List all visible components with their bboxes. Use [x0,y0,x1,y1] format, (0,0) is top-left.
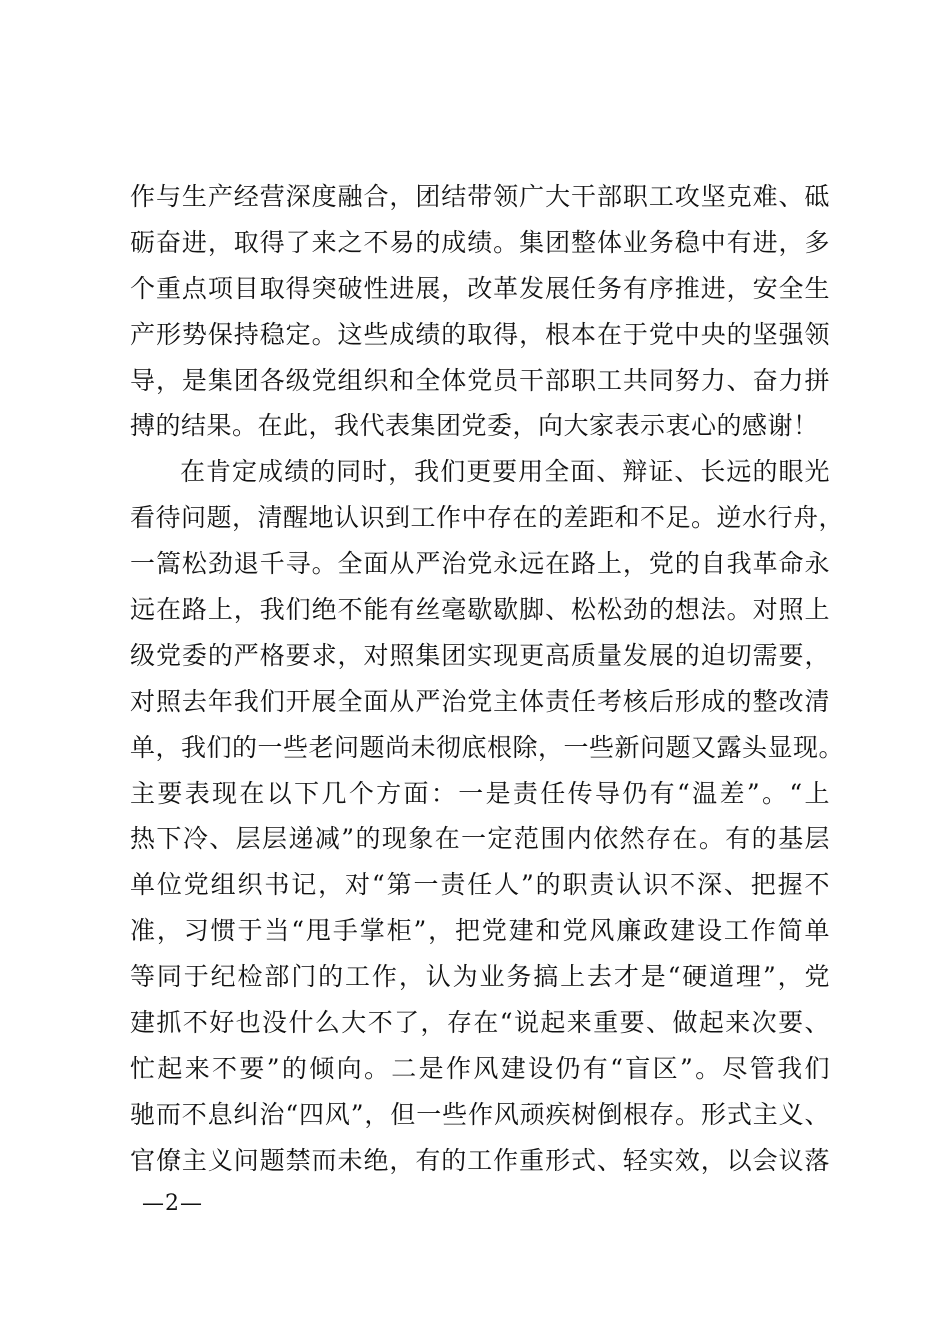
text-line: 忙起来不要”的倾向。二是作风建设仍有“盲区”。尽管我们 [130,1053,830,1083]
text-line: 官僚主义问题禁而未绝，有的工作重形式、轻实效，以会议落 [130,1145,830,1175]
text-line: 准，习惯于当“甩手掌柜”，把党建和党风廉政建设工作简单 [130,916,830,946]
text-line: 热下冷、层层递减”的现象在一定范围内依然存在。有的基层 [130,824,830,854]
text-line: 在肯定成绩的同时，我们更要用全面、辩证、长远的眼光 [180,457,830,487]
text-line: 作与生产经营深度融合，团结带领广大干部职工攻坚克难、砥 [130,182,830,211]
page-number: —2— [142,1191,203,1216]
text-line: 级党委的严格要求，对照集团实现更高质量发展的迫切需要， [130,640,830,670]
text-line: 搏的结果。在此，我代表集团党委，向大家表示衷心的感谢！ [130,411,819,441]
text-line: 建抓不好也没什么大不了，存在“说起来重要、做起来次要、 [130,1008,830,1038]
text-line: 产形势保持稳定。这些成绩的取得，根本在于党中央的坚强领 [130,319,830,349]
text-line: 单，我们的一些老问题尚未彻底根除，一些新问题又露头显现。 [130,732,845,762]
text-line: 远在路上，我们绝不能有丝毫歇歇脚、松松劲的想法。对照上 [130,595,830,625]
text-line: 一篙松劲退千寻。全面从严治党永远在路上，党的自我革命永 [130,549,830,579]
text-line: 驰而不息纠治“四风”，但一些作风顽疾树倒根存。形式主义、 [130,1099,830,1129]
text-line: 导，是集团各级党组织和全体党员干部职工共同努力、奋力拼 [130,365,830,395]
text-line: 看待问题，清醒地认识到工作中存在的差距和不足。逆水行舟， [130,503,845,533]
text-line: 对照去年我们开展全面从严治党主体责任考核后形成的整改清 [130,686,830,716]
text-line: 等同于纪检部门的工作，认为业务搞上去才是“硬道理”，党 [130,962,830,992]
text-line: 主要表现在以下几个方面：一是责任传导仍有“温差”。“上 [130,778,830,808]
body-text [130,174,845,1184]
text-line: 砺奋进，取得了来之不易的成绩。集团整体业务稳中有进，多 [130,227,830,257]
text-line: 单位党组织书记，对“第一责任人”的职责认识不深、把握不 [130,870,830,900]
text-line: 个重点项目取得突破性进展，改革发展任务有序推进，安全生 [130,273,830,303]
